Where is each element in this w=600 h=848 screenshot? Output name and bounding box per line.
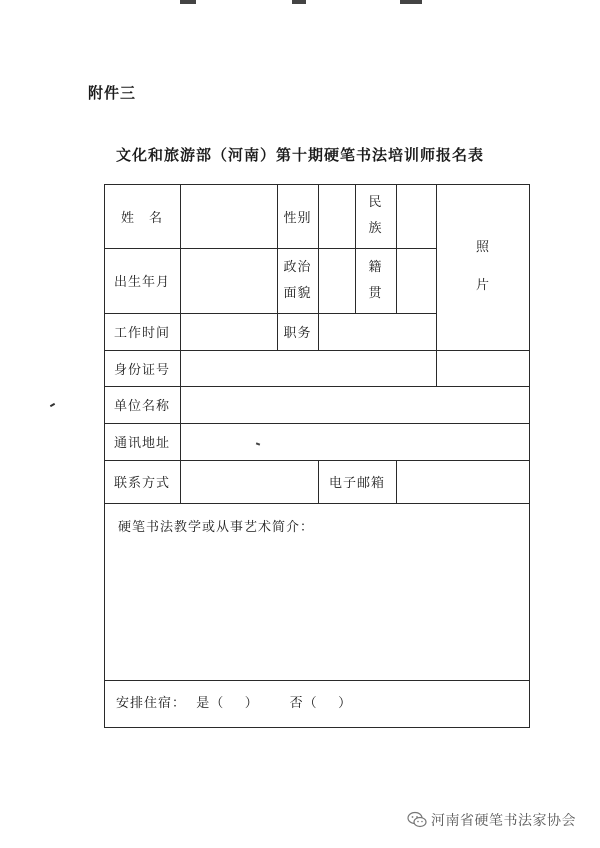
label-gender: 性别 bbox=[283, 210, 312, 226]
name-field[interactable] bbox=[180, 184, 277, 248]
table-border-bottom bbox=[104, 727, 530, 728]
table-border-right bbox=[529, 184, 530, 728]
email-field[interactable] bbox=[396, 460, 529, 503]
row-divider bbox=[104, 503, 530, 504]
label-name: 姓 名 bbox=[120, 210, 163, 226]
label-native-char: 贯 bbox=[368, 285, 383, 301]
label-political-line: 政治 bbox=[283, 259, 312, 275]
work-time-field[interactable] bbox=[180, 313, 277, 350]
watermark bbox=[407, 810, 576, 830]
label-work-time: 工作时间 bbox=[113, 326, 170, 341]
form-title: 文化和旅游部（河南）第十期硬笔书法培训师报名表 bbox=[115, 146, 484, 164]
birth-field[interactable] bbox=[180, 248, 277, 313]
label-native-char: 籍 bbox=[368, 259, 383, 275]
row-divider bbox=[104, 680, 530, 681]
id-number-field[interactable] bbox=[180, 350, 436, 386]
photo-area[interactable] bbox=[437, 184, 529, 350]
label-ethnicity-char: 民 bbox=[368, 195, 383, 210]
scan-speck bbox=[50, 403, 55, 407]
ethnicity-field[interactable] bbox=[396, 184, 436, 248]
contact-field[interactable] bbox=[180, 460, 318, 503]
label-political-line: 面貌 bbox=[283, 285, 312, 301]
label-position: 职务 bbox=[283, 326, 312, 341]
intro-label: 硬笔书法教学或从事艺术简介： bbox=[118, 520, 315, 535]
employer-field[interactable] bbox=[180, 386, 529, 423]
wechat-icon bbox=[407, 811, 427, 829]
label-ethnicity-char: 族 bbox=[368, 221, 383, 236]
gender-field[interactable] bbox=[318, 184, 355, 248]
political-field[interactable] bbox=[318, 248, 355, 313]
label-address: 通讯地址 bbox=[113, 436, 170, 451]
intro-textarea[interactable] bbox=[105, 535, 529, 679]
watermark-text: 河南省硬笔书法家协会 bbox=[431, 813, 576, 829]
label-ethnicity bbox=[355, 184, 396, 248]
photo-label-char: 片 bbox=[475, 278, 490, 293]
label-employer: 单位名称 bbox=[113, 399, 170, 414]
label-id-number: 身份证号 bbox=[113, 362, 170, 378]
label-native bbox=[355, 248, 396, 313]
accommodation-line: 安排住宿： 是（ ） 否（ ） bbox=[116, 696, 353, 711]
attachment-label: 附件三 bbox=[88, 84, 137, 102]
position-field[interactable] bbox=[318, 313, 436, 350]
label-contact: 联系方式 bbox=[113, 476, 170, 491]
photo-label-char: 照 bbox=[475, 240, 490, 255]
label-political bbox=[277, 248, 318, 313]
label-email: 电子邮箱 bbox=[328, 476, 385, 491]
address-field[interactable] bbox=[180, 423, 529, 460]
native-field[interactable] bbox=[396, 248, 436, 313]
label-birth: 出生年月 bbox=[113, 275, 170, 290]
